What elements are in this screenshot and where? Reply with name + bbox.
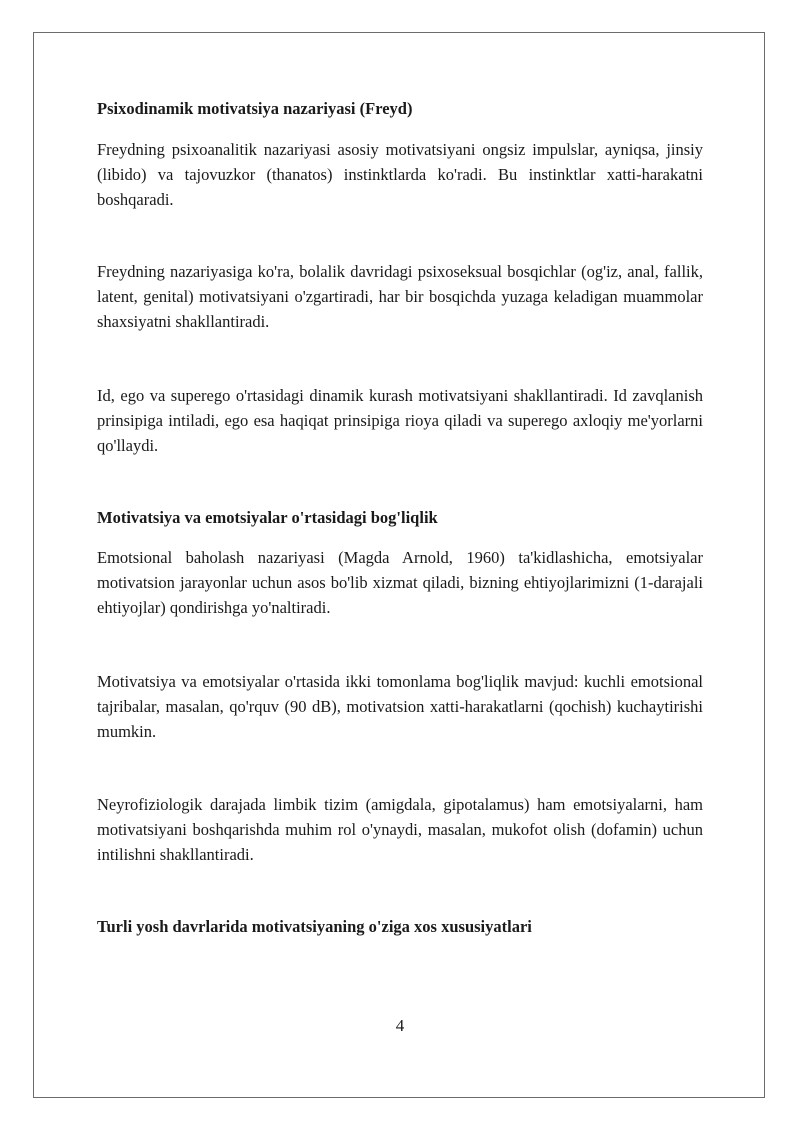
page-number: 4 [395, 1016, 405, 1035]
paragraph-freud-2: Freydning nazariyasiga ko'ra, bolalik davridagi psixoseksual bosqichlar (og'iz, anal, fallik, latent, genital) motivatsiyani o'zgartiradi, har bir bosqichda yuzaga keladigan muammolar shaxsiyatni shakllantiradi. [97, 262, 703, 331]
section-heading-emotions: Motivatsiya va emotsiyalar o'rtasidagi bog'liqlik [97, 508, 438, 527]
section-heading-age-periods: Turli yosh davrlarida motivatsiyaning o'ziga xos xususiyatlari [97, 917, 532, 936]
paragraph-freud-1: Freydning psixoanalitik nazariyasi asosiy motivatsiyani ongsiz impulslar, ayniqsa, jinsiy (libido) va tajovuzkor (thanatos) instinktlarda ko'radi. Bu instinktlar xatti-harakatni boshqaradi. [97, 140, 703, 209]
paragraph-freud-3: Id, ego va superego o'rtasidagi dinamik kurash motivatsiyani shakllantiradi. Id zavqlanish prinsipiga intiladi, ego esa haqiqat prinsipiga rioya qiladi va superego axloqiy me'yorlarni qo'llaydi. [97, 386, 703, 455]
section-heading-freud: Psixodinamik motivatsiya nazariyasi (Freyd) [97, 99, 413, 118]
paragraph-emotions-3: Neyrofiziologik darajada limbik tizim (amigdala, gipotalamus) ham emotsiyalarni, ham motivatsiyani boshqarishda muhim rol o'ynaydi, masalan, mukofot olish (dofamin) uchun intilishni shakllantiradi. [97, 795, 703, 864]
paragraph-emotions-2: Motivatsiya va emotsiyalar o'rtasida ikki tomonlama bog'liqlik mavjud: kuchli emotsional tajribalar, masalan, qo'rquv (90 dB), motivatsion xatti-harakatlarni (qochish) kuchaytirishi mumkin. [97, 672, 703, 741]
paragraph-emotions-1: Emotsional baholash nazariyasi (Magda Arnold, 1960) ta'kidlashicha, emotsiyalar motivatsion jarayonlar uchun asos bo'lib xizmat qiladi, bizning ehtiyojlarimizni (1-darajali ehtiyojlar) qondirishga yo'naltiradi. [97, 548, 703, 617]
